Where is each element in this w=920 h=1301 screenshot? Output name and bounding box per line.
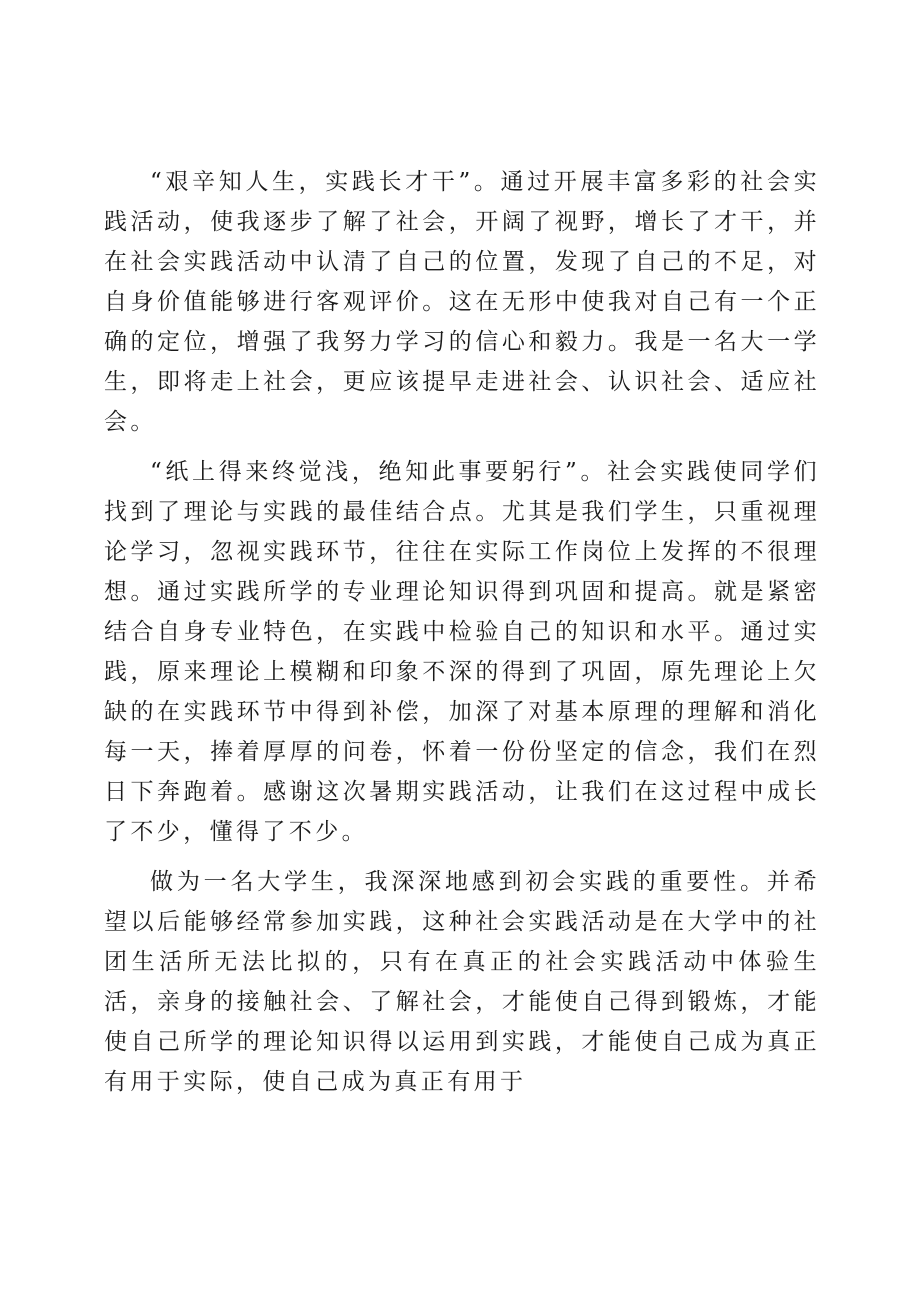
paragraph-1: “艰辛知人生，实践长才干”。通过开展丰富多彩的社会实践活动，使我逐步了解了社会，开阔了视野，增长了才干，并在社会实践活动中认清了自己的位置，发现了自己的不足，对自身价值能够进行客观评价。这在无形中使我对自己有一个正确的定位，增强了我努力学习的信心和毅力。我是一名大一学生，即将走上社会，更应该提早走进社会、认识社会、适应社会。 (104, 169, 820, 435)
paragraph-3: 做为一名大学生，我深深地感到初会实践的重要性。并希望以后能够经常参加实践，这种社会实践活动是在大学中的社团生活所无法比拟的，只有在真正的社会实践活动中体验生活，亲身的接触社会、了解社会，才能使自己得到锻炼，才能使自己所学的理论知识得以运用到实践，才能使自己成为真正有用于实际，使自己成为真正有用于 (104, 869, 820, 1095)
document-body (104, 162, 820, 1102)
paragraph-2: “纸上得来终觉浅，绝知此事要躬行”。社会实践使同学们找到了理论与实践的最佳结合点。尤其是我们学生，只重视理论学习，忽视实践环节，往往在实际工作岗位上发挥的不很理想。通过实践所学的专业理论知识得到巩固和提高。就是紧密结合自身专业特色，在实践中检验自己的知识和水平。通过实践，原来理论上模糊和印象不深的得到了巩固，原先理论上欠缺的在实践环节中得到补偿，加深了对基本原理的理解和消化每一天，捧着厚厚的问卷，怀着一份份坚定的信念，我们在烈日下奔跑着。感谢这次暑期实践活动，让我们在这过程中成长了不少，懂得了不少。 (104, 459, 820, 845)
